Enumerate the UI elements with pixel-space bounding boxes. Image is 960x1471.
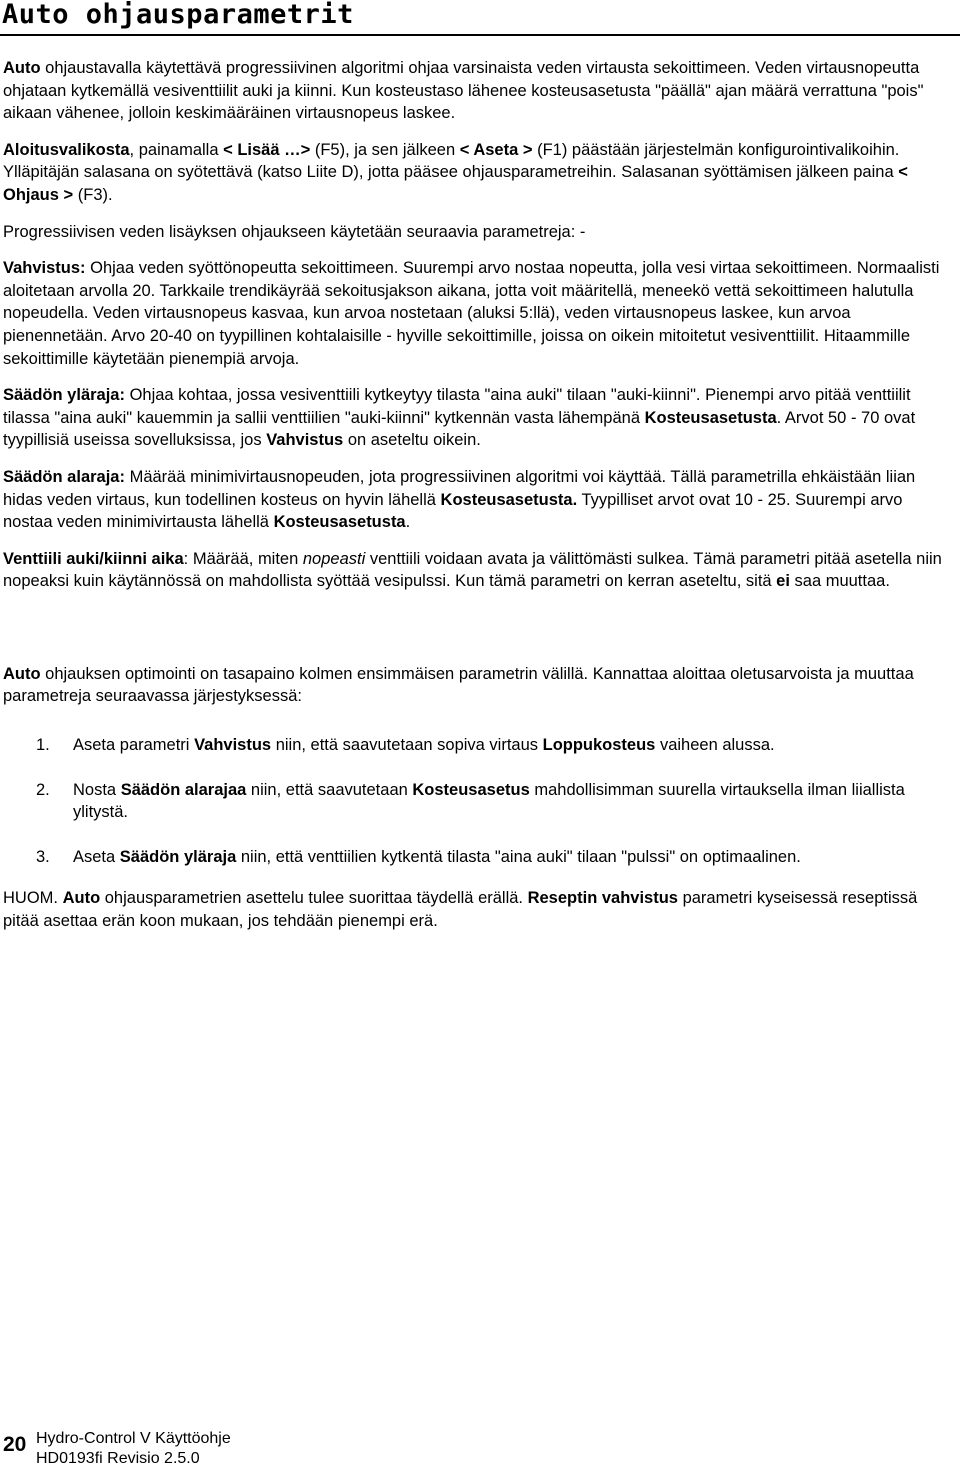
step-number: 3. [36, 847, 50, 866]
step-number: 2. [36, 780, 50, 799]
text-span: Nosta [73, 780, 121, 799]
bold-term: Säädön yläraja [119, 847, 237, 866]
valve-time-paragraph [3, 548, 955, 593]
intro-text: ohjaustavalla käytettävä progressiivinen algoritmi ohjaa varsinaista veden virtausta sekoittimeen. Veden virtausnopeutta ohjataan kytkemällä vesiventtiilit auki ja kiinni. Kun kosteustaso lähenee kosteusasetusta "päällä" ajan määrä verrattuna "pois" aikaan vähenee, jolloin keskimääräinen virtausnopeus laskee. [3, 59, 924, 123]
text-span: Aseta parametri [73, 736, 195, 755]
text-span: saa muuttaa. [789, 572, 890, 591]
text-span: venttiili voidaan avata ja välittömästi sulkea. Tämä parametri pitää asetella niin nopeaksi kuin käytännössä on mahdollista syöttää vesipulssi. Kun tämä parametri on kerran aseteltu, sitä [3, 549, 942, 591]
list-item [3, 734, 955, 757]
text-span: (F1) päästään järjestelmän konfigurointivalikoihin. Ylläpitäjän salasana on syötettävä (katso Liite D), jotta pääsee ohjausparametreihin. Salasanan syöttämisen jälkeen paina [3, 140, 900, 182]
upper-limit-paragraph [3, 384, 955, 452]
bold-term: Kosteusasetusta [644, 408, 777, 427]
text-span: mahdollisimman suurella virtauksella ilman liiallista ylitystä. [73, 780, 905, 822]
steps-list [3, 734, 955, 868]
text-span: (F5), ja sen jälkeen [310, 140, 460, 159]
page-number: 20 [3, 1433, 27, 1456]
list-item [3, 846, 955, 869]
bold-term: Vahvistus [194, 736, 272, 755]
gain-term: Vahvistus: [3, 259, 86, 278]
start-menu-term: Aloitusvalikosta [3, 140, 130, 159]
gain-paragraph [3, 257, 955, 370]
text-span: vaiheen alussa. [655, 736, 775, 755]
bold-term: Kosteusasetusta [273, 513, 406, 532]
text-span: ohjausparametrien asettelu tulee suorittaa täydellä erällä. [100, 889, 528, 908]
optimization-paragraph [3, 663, 955, 708]
bold-term: Säädön alarajaa [120, 780, 247, 799]
key-set: < Aseta > [459, 140, 533, 159]
intro-paragraph [3, 57, 955, 125]
key-more: < Lisää …> [223, 140, 311, 159]
upper-limit-term: Säädön yläraja: [3, 386, 125, 405]
text-span: HUOM. [3, 889, 63, 908]
text-span: (F3). [73, 185, 113, 204]
key-control: < Ohjaus > [3, 163, 908, 204]
text-span: Progressiivisen veden lisäyksen ohjaukseen käytetään seuraavia parametreja: - [3, 222, 586, 241]
bold-term: Vahvistus [266, 431, 344, 450]
parameters-intro-paragraph [3, 221, 955, 244]
bold-term: Loppukosteus [542, 736, 656, 755]
text-span: niin, että saavutetaan sopiva virtaus [271, 736, 543, 755]
list-item [3, 779, 955, 824]
text-span: . [405, 513, 411, 532]
italic-term: nopeasti [302, 549, 366, 568]
bold-term: ei [776, 572, 790, 591]
lower-limit-term: Säädön alaraja: [3, 467, 125, 486]
text-span: on aseteltu oikein. [343, 431, 481, 450]
text-span: ohjauksen optimointi on tasapaino kolmen ensimmäisen parametrin välillä. Kannattaa aloittaa oletusarvoista ja muuttaa parametreja seuraavassa järjestyksessä: [3, 664, 914, 706]
footer-text [36, 1429, 231, 1469]
valve-time-term: Venttiili auki/kiinni aika [3, 549, 184, 568]
text-span: . Arvot 50 - 70 ovat tyypillisiä useissa sovelluksissa, jos [3, 408, 916, 450]
bold-term: Kosteusasetusta. [440, 490, 578, 509]
bold-term: Auto [62, 889, 101, 908]
text-span: Ohjaa veden syöttönopeutta sekoittimeen. Suurempi arvo nostaa nopeutta, jolla vesi virtaa sekoittimeen. Normaalisti aloitetaan arvolla 20. Tarkkaile trendikäyrää sekoitusjakson aikana, jotta voit määritellä, meneekö vettä sekoittimeen halutulla nopeudella. Veden virtausnopeus kasvaa, kun arvoa nostetaan (aluksi 5:llä), veden virtausnopeus laskee, kun arvoa pienennetään. Arvo 20-40 on tyypillinen kohtalaisille - hyville sekoittimille, joissa on oikein mitoitetut vesiventtiilit. Hitaammille sekoittimille käytetään pienempiä arvoja. [3, 259, 940, 368]
document-code: HD0193fi Revisio 2.5.0 [36, 1450, 200, 1467]
page-title: Auto ohjausparametrit [2, 0, 354, 30]
text-span: Määrää minimivirtausnopeuden, jota progressiivinen algoritmi voi käyttää. Tällä parametrilla ehkäistään liian hidas veden virtaus, kun todellinen kosteus on hyvin lähellä [3, 467, 916, 509]
text-span: niin, että saavutetaan [246, 780, 413, 799]
title-underline [0, 34, 960, 36]
text-span: Ohjaa kohtaa, jossa vesiventtiili kytkeytyy tilasta "aina auki" tilaan "auki-kiinni". Pienempi arvo pitää venttiilit tilassa "aina auki" kauemmin ja sallii venttiilien "auki-kiinni" kytkennän vasta lähempänä [3, 386, 911, 427]
text-span: Tyypilliset arvot ovat 10 - 25. Suurempi arvo nostaa veden minimivirtausta lähellä [3, 490, 903, 532]
text-span: , painamalla [129, 140, 224, 159]
manual-title: Hydro-Control V Käyttöohje [36, 1430, 231, 1447]
lower-limit-paragraph [3, 466, 955, 534]
text-span: Aseta [73, 847, 120, 866]
note-paragraph [3, 887, 955, 932]
text-span: niin, että venttiilien kytkentä tilasta "aina auki" tilaan "pulssi" on optimaalinen. [236, 847, 801, 866]
step-number: 1. [36, 736, 50, 755]
auto-term: Auto [3, 664, 41, 683]
text-span: parametri kyseisessä reseptissä pitää asettaa erän koon mukaan, jos tehdään pienempi erä. [3, 889, 918, 931]
document-body [3, 57, 955, 933]
auto-term: Auto [3, 59, 41, 77]
text-span: : Määrää, miten [183, 549, 303, 568]
bold-term: Reseptin vahvistus [527, 889, 678, 908]
menu-instructions-paragraph [3, 139, 955, 207]
bold-term: Kosteusasetus [412, 780, 530, 799]
